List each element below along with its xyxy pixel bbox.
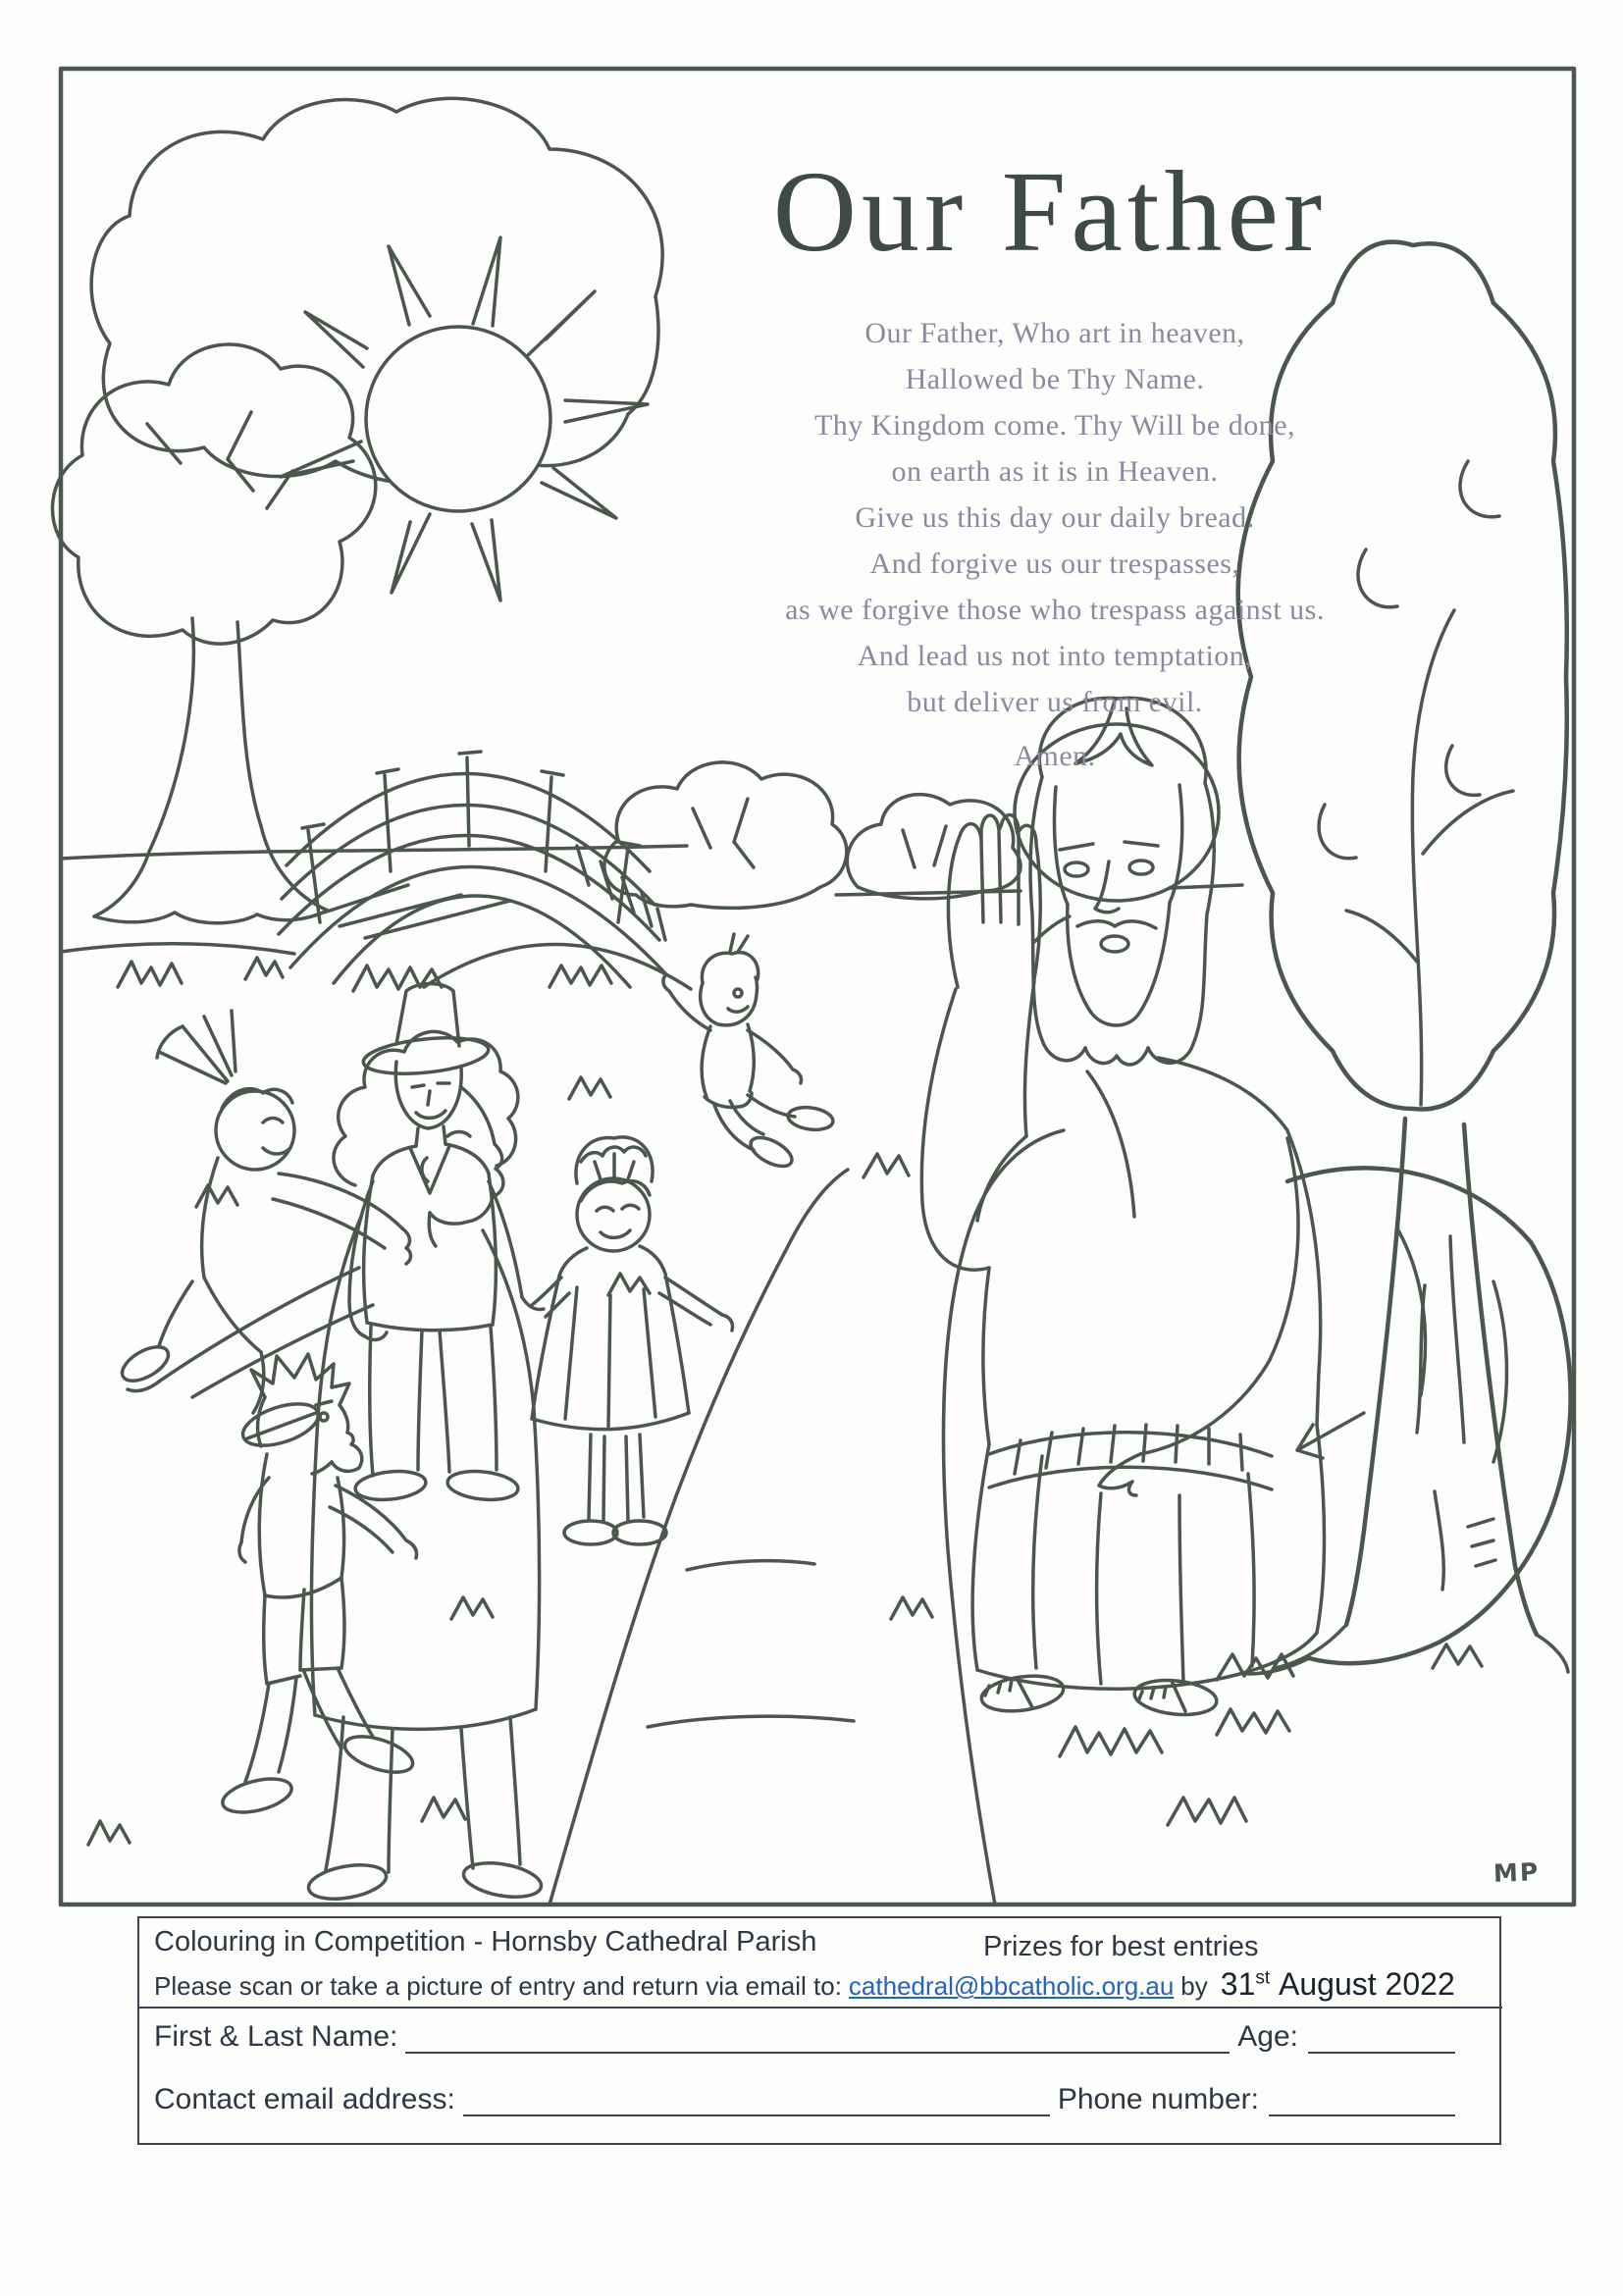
prayer-line: as we forgive those who trespass against us.: [785, 594, 1325, 626]
page-title: Our Father: [772, 147, 1328, 276]
grass: [88, 958, 1482, 1845]
prayer-line: Hallowed be Thy Name.: [905, 363, 1205, 395]
name-age-row: [154, 2016, 1455, 2054]
name-label: First & Last Name:: [154, 2020, 398, 2053]
age-label: Age:: [1237, 2020, 1298, 2053]
contact-email-write-line: [463, 2079, 1050, 2116]
deadline-date: 31st August 2022: [1220, 1966, 1455, 2002]
phone-label: Phone number:: [1057, 2083, 1259, 2115]
name-write-line: [405, 2016, 1230, 2054]
age-write-line: [1308, 2016, 1455, 2054]
phone-write-line: [1269, 2079, 1455, 2116]
instruction-text: Please scan or take a picture of entry and return via email to:: [154, 1971, 842, 2001]
prayer-line: Our Father, Who art in heaven,: [864, 317, 1245, 349]
prayer-line: on earth as it is in Heaven.: [891, 455, 1219, 488]
competition-heading: Colouring in Competition - Hornsby Cathedral Parish: [154, 1926, 817, 1957]
ordinal-suffix: st: [1255, 1967, 1271, 1989]
entry-form-box: [137, 1916, 1501, 2145]
mother-and-child: [117, 1011, 544, 1905]
prayer-line: And lead us not into temptation,: [857, 640, 1253, 672]
prayer-line: Thy Kingdom come. Thy Will be done,: [813, 409, 1296, 442]
email-link[interactable]: cathedral@bbcatholic.org.au: [848, 1971, 1175, 2001]
artist-signature: MP: [1492, 1857, 1541, 1888]
submission-instruction-row: [154, 1966, 1489, 2003]
prayer-line: And forgive us our trespasses,: [869, 548, 1240, 580]
by-label: by: [1180, 1971, 1208, 2001]
prayer-line-amen: Amen.: [1014, 740, 1096, 772]
skipping-child: [663, 934, 834, 1173]
bridge: [61, 752, 691, 989]
email-phone-row: [154, 2079, 1455, 2116]
contact-email-label: Contact email address:: [154, 2083, 455, 2115]
center-bushes: [604, 762, 1021, 908]
prayer-line: but deliver us from evil.: [907, 686, 1203, 718]
jesus: [921, 698, 1324, 1718]
girl: [532, 1137, 733, 1544]
prayer-text: [756, 310, 1354, 779]
prayer-line: Give us this day our daily bread.: [855, 501, 1255, 534]
prizes-note: Prizes for best entries: [983, 1931, 1259, 1962]
form-divider: [137, 2007, 1502, 2009]
